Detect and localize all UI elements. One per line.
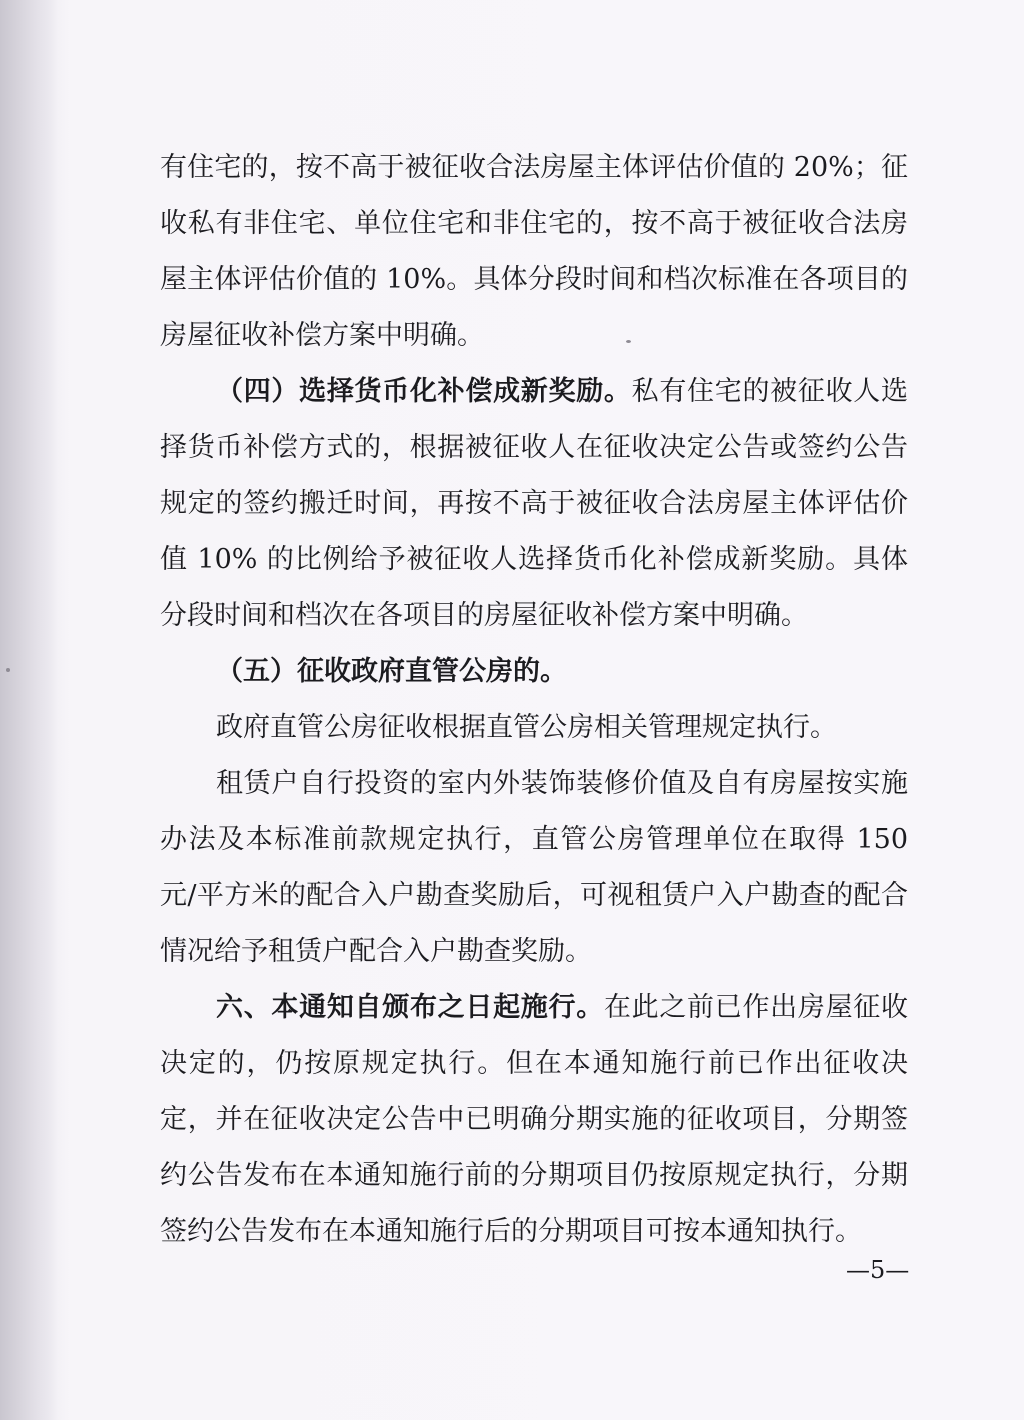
heading-effective-date: 六、本通知自颁布之日起施行。 <box>216 992 604 1023</box>
heading-monetary-reward: （四）选择货币化补偿成新奖励。 <box>216 376 632 407</box>
paragraph-public-housing-rule: 政府直管公房征收根据直管公房相关管理规定执行。 <box>216 712 837 743</box>
paragraph-monetary-reward <box>160 364 908 644</box>
paragraph-effective-date <box>160 980 908 1260</box>
body-effective-date: 在此之前已作出房屋征收决定的，仍按原规定执行。但在本通知施行前已作出征收决定，并在征收决定公告中已明确分期实施的征收项目，分期签约公告发布在本通知施行前的分期项目仍按原规定执行，分期签约公告发布在本通知施行后的分期项目可按本通知执行。 <box>160 992 909 1247</box>
heading-public-housing: （五）征收政府直管公房的。 <box>216 656 567 687</box>
binding-shadow <box>0 0 58 1420</box>
page-number: —5— <box>846 1256 910 1284</box>
document-body <box>160 140 908 1260</box>
scan-speck <box>626 340 631 343</box>
paragraph-residential-continuation: 有住宅的，按不高于被征收合法房屋主体评估价值的 20%；征收私有非住宅、单位住宅和非住宅的，按不高于被征收合法房屋主体评估价值的 10%。具体分段时间和档次标准在各项目的房屋征收补偿方案中明确。 <box>160 152 908 351</box>
scan-speck <box>6 668 10 672</box>
paragraph-tenant-decoration: 租赁户自行投资的室内外装饰装修价值及自有房屋按实施办法及本标准前款规定执行，直管公房管理单位在取得 150 元/平方米的配合入户勘查奖励后，可视租赁户入户勘查的配合情况给予租赁户配合入户勘查奖励。 <box>160 768 908 967</box>
body-monetary-reward: 私有住宅的被征收人选择货币补偿方式的，根据被征收人在征收决定公告或签约公告规定的签约搬迁时间，再按不高于被征收合法房屋主体评估价值 10% 的比例给予被征收人选择货币化补偿成新奖励。具体分段时间和档次在各项目的房屋征收补偿方案中明确。 <box>160 376 908 631</box>
